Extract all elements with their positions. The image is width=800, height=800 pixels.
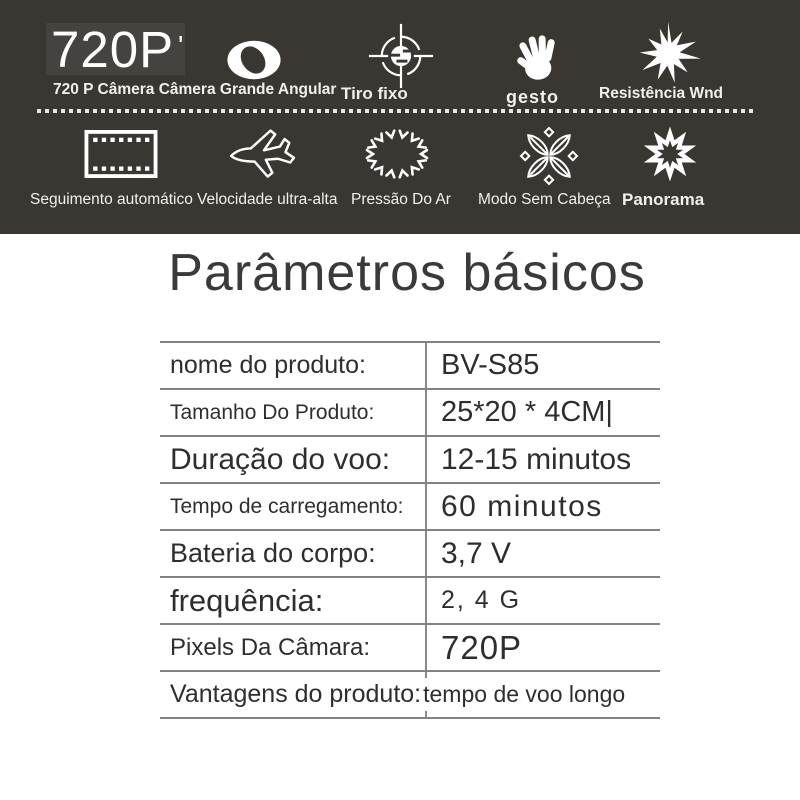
table-row [160, 390, 660, 437]
starburst-icon [634, 20, 704, 88]
spec-value: 25*20 * 4CM| [425, 390, 660, 435]
spec-value: 720P [425, 625, 660, 670]
feature-label-seguimento: Seguimento automático [30, 191, 193, 208]
spec-table [160, 341, 660, 719]
features-banner [0, 0, 800, 234]
spec-label: Bateria do corpo: [170, 538, 376, 568]
feature-label-gesto: gesto [506, 87, 560, 107]
spec-label: frequência: [170, 582, 324, 618]
spec-label: Vantagens do produto: [170, 680, 422, 708]
spec-value: BV-S85 [425, 343, 660, 388]
film-strip-icon [84, 130, 158, 178]
table-row [160, 343, 660, 390]
spec-label: Duração do voo: [170, 442, 391, 476]
brand-subtitle: 720 P Câmera Câmera Grande Angular [53, 81, 337, 98]
spec-value: 60 minutos [425, 484, 660, 529]
dotted-divider [37, 109, 753, 113]
table-row [160, 531, 660, 578]
feature-label-pressao: Pressão Do Ar [351, 191, 451, 208]
brand-mark: ' [178, 30, 184, 61]
feature-label-modo: Modo Sem Cabeça [478, 191, 611, 208]
table-row [160, 672, 660, 719]
crosshair-target-icon [368, 23, 434, 89]
flower-ornament-icon [514, 123, 584, 189]
airplane-icon [228, 125, 298, 185]
table-row [160, 625, 660, 672]
spec-value: 3,7 V [425, 531, 660, 576]
spec-label: Tempo de carregamento: [170, 494, 404, 518]
lens-eye-icon [224, 38, 284, 82]
spec-label: Tamanho Do Produto: [170, 400, 375, 424]
spec-value: 12-15 minutos [425, 437, 660, 482]
feature-label-resistencia: Resistência Wnd [599, 85, 724, 102]
panorama-star-icon [639, 125, 701, 183]
table-row [160, 437, 660, 484]
brand-title: 720P [51, 21, 175, 78]
hand-icon [511, 28, 565, 84]
feature-label-panorama: Panorama [622, 190, 705, 209]
feature-label-velocidade: Velocidade ultra-alta [197, 191, 338, 208]
spec-label: nome do produto: [170, 351, 366, 379]
table-row [160, 578, 660, 625]
air-pressure-ring-icon [362, 128, 432, 180]
table-row [160, 484, 660, 531]
page-title: Parâmetros básicos [168, 244, 646, 302]
spec-value: 2, 4 G [425, 578, 660, 623]
spec-label: Pixels Da Câmara: [170, 633, 371, 661]
spec-value: tempo de voo longo [423, 681, 626, 707]
feature-label-tiro-fixo: Tiro fixo [341, 84, 408, 103]
